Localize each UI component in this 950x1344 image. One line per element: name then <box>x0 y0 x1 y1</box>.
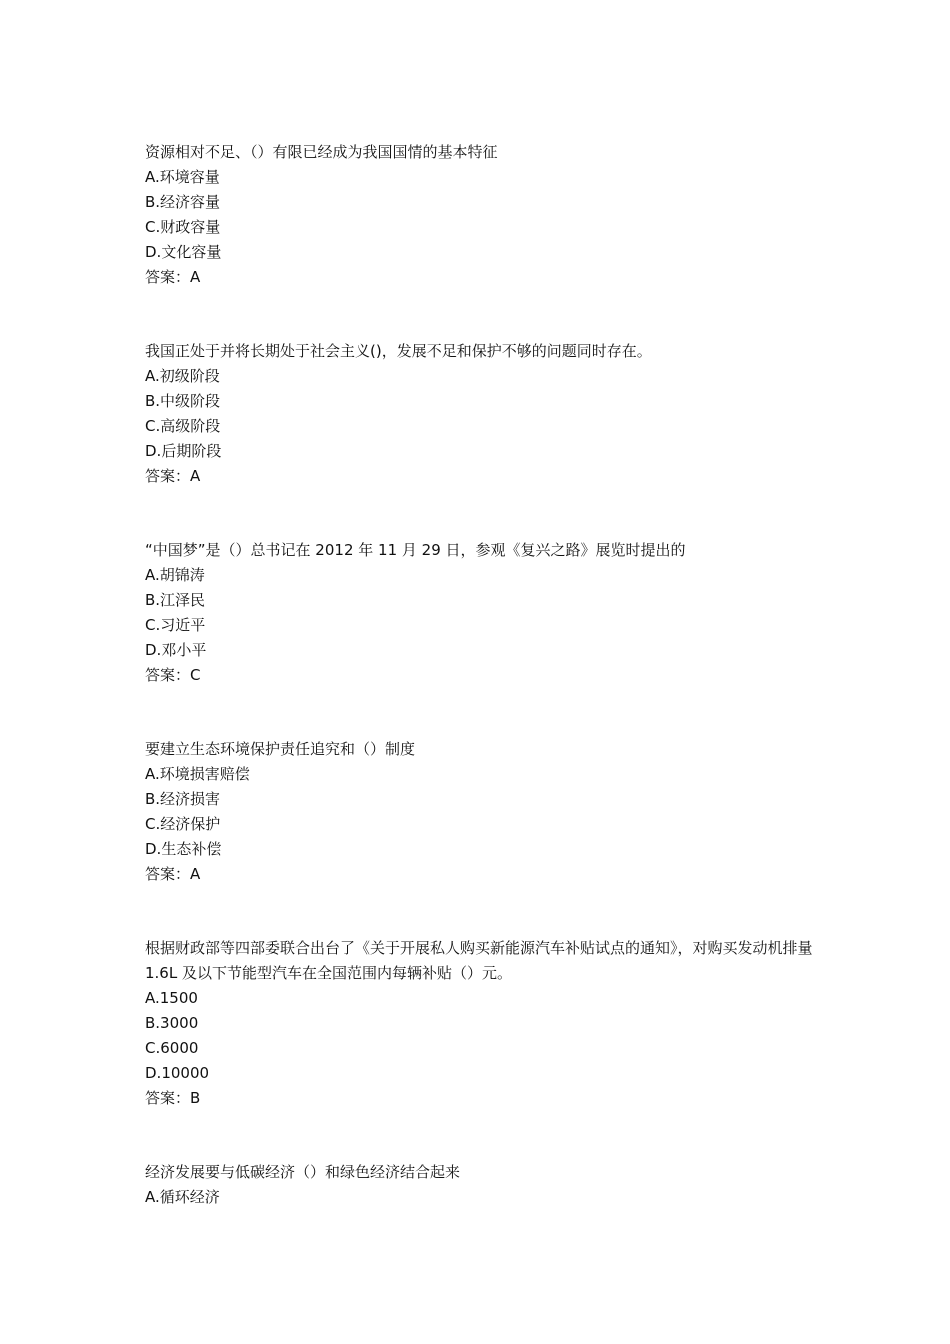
question-4 <box>145 737 815 887</box>
question-5 <box>145 936 815 1111</box>
option-b: B.江泽民 <box>145 591 206 609</box>
option-b: B.经济容量 <box>145 193 221 211</box>
answer-line: 答案：A <box>145 467 201 485</box>
question-2 <box>145 339 815 489</box>
question-1 <box>145 140 815 290</box>
option-b: B.中级阶段 <box>145 392 221 410</box>
question-stem: 资源相对不足、（）有限已经成为我国国情的基本特征 <box>145 143 498 161</box>
question-stem: 要建立生态环境保护责任追究和（）制度 <box>145 740 416 758</box>
option-a: A.环境损害赔偿 <box>145 765 250 783</box>
option-d: D.后期阶段 <box>145 442 222 460</box>
answer-line: 答案：B <box>145 1089 201 1107</box>
option-b: B.经济损害 <box>145 790 221 808</box>
question-6 <box>145 1160 815 1210</box>
question-stem: “中国梦”是（）总书记在 2012 年 11 月 29 日，参观《复兴之路》展览时提出的 <box>145 541 686 559</box>
option-a: A.循环经济 <box>145 1188 220 1206</box>
option-b: B.3000 <box>145 1014 199 1032</box>
option-a: A.1500 <box>145 989 198 1007</box>
question-3 <box>145 538 815 688</box>
question-stem: 经济发展要与低碳经济（）和绿色经济结合起来 <box>145 1163 461 1181</box>
option-c: C.高级阶段 <box>145 417 221 435</box>
question-stem: 我国正处于并将长期处于社会主义()，发展不足和保护不够的问题同时存在。 <box>145 342 652 360</box>
question-stem: 根据财政部等四部委联合出台了《关于开展私人购买新能源汽车补贴试点的通知》，对购买发动机排量 1.6L 及以下节能型汽车在全国范围内每辆补贴（）元。 <box>145 939 813 982</box>
answer-line: 答案：C <box>145 666 201 684</box>
option-a: A.初级阶段 <box>145 367 220 385</box>
question-list <box>145 140 815 1259</box>
option-d: D.10000 <box>145 1064 210 1082</box>
option-c: C.习近平 <box>145 616 206 634</box>
option-c: C.经济保护 <box>145 815 221 833</box>
option-d: D.生态补偿 <box>145 840 222 858</box>
answer-line: 答案：A <box>145 865 201 883</box>
option-c: C.财政容量 <box>145 218 221 236</box>
option-c: C.6000 <box>145 1039 199 1057</box>
option-a: A.环境容量 <box>145 168 220 186</box>
option-d: D.邓小平 <box>145 641 207 659</box>
answer-line: 答案：A <box>145 268 201 286</box>
option-d: D.文化容量 <box>145 243 222 261</box>
option-a: A.胡锦涛 <box>145 566 205 584</box>
